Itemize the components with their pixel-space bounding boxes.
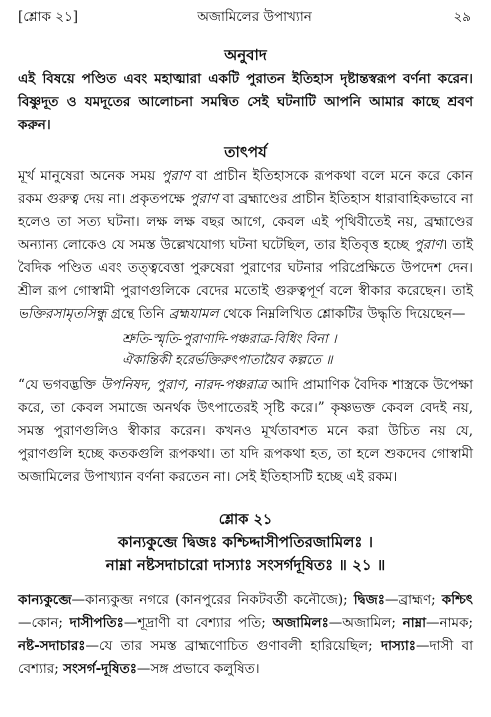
- word-meaning: —অজামিল;: [328, 615, 403, 631]
- purport-text: আদি প্রামাণিক বৈদিক শাস্ত্রকে উপেক্ষা করে, তা কেবল সমাজে অনর্থক উৎপাতেরই সৃষ্টি করে।” কৃষ্ণভক্ত কেবল বেদই নয়, সমস্ত পুরাণগুলিও স্বীকার করেন। কখনও মূর্খতাবশত মনে করা উচিত নয় যে, পুরাণগুলি হচ্ছে কতকগুলি রূপকথা। তা যদি রূপকথা হত, তা হলে শুকদেব গোস্বামী অজামিলের উপাখ্যান বর্ণনা করতেন না। সেই ইতিহাসটি হচ্ছে এই রকম।: [18, 377, 473, 485]
- purport-paragraph-1: [18, 165, 473, 326]
- word-meaning-item: [272, 615, 402, 631]
- purport-text: মূর্খ মানুষেরা অনেক সময়: [18, 168, 162, 184]
- quoted-verse: [18, 329, 473, 371]
- word-meaning-item: [354, 592, 442, 608]
- sanskrit-word: সংসর্গ-দূষিতঃ: [63, 661, 137, 677]
- sanskrit-word: দাসীপতিঃ: [69, 615, 124, 631]
- sanskrit-word: দাস্যাঃ: [380, 638, 416, 654]
- word-meaning-item: [403, 615, 473, 631]
- chapter-title: অজামিলের উপাখ্যান: [197, 9, 312, 25]
- purport-text: থেকে নিম্নলিখিত শ্লোকটির উদ্ধৃতি দিয়েছেন—: [218, 306, 466, 322]
- word-meaning: —ব্রাহ্মণ;: [384, 592, 442, 608]
- sanskrit-word: নষ্ট-সদাচারঃ: [18, 638, 86, 654]
- purport-emphasis: পুরাণ: [189, 191, 219, 207]
- purport-heading: তাৎপর্য: [224, 143, 267, 161]
- purport-emphasis: পুরাণ: [413, 237, 443, 253]
- book-page: [18, 6, 473, 711]
- word-meaning-item: [70, 615, 273, 631]
- sanskrit-word: নাম্না: [402, 615, 427, 631]
- translation-text: এই বিষয়ে পণ্ডিত এবং মহাত্মারা একটি পুরাতন ইতিহাস দৃষ্টান্তস্বরূপ বর্ণনা করেন। বিষ্ণুদূত ও যমদূতের আলোচনা সমন্বিত সেই ঘটনাটি আপনি আমার কাছে শ্রবণ করুন।: [18, 71, 473, 133]
- purport-emphasis: উপনিষদ, পুরাণ, নারদ-পঞ্চরাত্র: [100, 377, 267, 393]
- verse-line-1: কান্যকুব্জে দ্বিজঃ কশ্চিদ্দাসীপতিরজামিলঃ ।: [117, 533, 373, 551]
- page-number: ২৯: [453, 9, 471, 25]
- purport-emphasis: পুরাণ: [161, 168, 190, 184]
- word-meaning: —দাসী বা বেশ্যার;: [18, 638, 473, 677]
- sanskrit-word: কশ্চিৎ: [441, 592, 473, 608]
- word-meaning: —কান্যকুব্জ নগরে (কানপুরের নিকটবর্তী কনৌজে);: [71, 592, 354, 608]
- sanskrit-word: অজামিলঃ: [272, 615, 329, 631]
- translation-heading: অনুবাদ: [224, 46, 267, 64]
- word-meaning-item: [18, 638, 381, 654]
- purport-paragraph-2: [18, 374, 473, 489]
- purport-text: বা প্রাচীন ইতিহাসকে রূপকথা বলে মনে করে কোন রকম গুরুত্ব দেয় না। প্রকৃতপক্ষে: [18, 168, 473, 207]
- purport-emphasis: ভক্তিরসামৃতসিন্ধু: [18, 306, 107, 322]
- word-meaning: —যে তার সমস্ত ব্রাহ্মণোচিত গুণাবলী হারিয়েছিল;: [85, 638, 381, 654]
- purport-text: “যে ভগবদ্ভক্তি: [18, 377, 101, 393]
- purport-text: । তাই বৈদিক পণ্ডিত এবং তত্ত্ববেত্তা পুরুষেরা পুরাণের ঘটনার পরিপ্রেক্ষিতে উপদেশ দেন। শ্রীল রূপ গোস্বামী পুরাণগুলিকে বেদের মতোই গুরুত্বপূর্ণ বলে স্বীকার করেছেন। তাই: [18, 237, 474, 299]
- verse-reference: [শ্লোক ২১]: [18, 9, 79, 25]
- word-meaning-item: [63, 661, 260, 677]
- purport-emphasis: ব্রহ্মযামল: [168, 306, 219, 322]
- verse-line-2: নাম্না নষ্টসদাচারো দাস্যাঃ সংসর্গদূষিতঃ ॥ ২১ ॥: [105, 556, 386, 574]
- purport-text: গ্রন্থে তিনি: [106, 306, 169, 322]
- word-meaning-item: [18, 592, 354, 608]
- verse-number: শ্লোক ২১: [218, 511, 273, 528]
- word-meaning: —শূদ্রাণী বা বেশ্যার পতি;: [123, 615, 273, 631]
- sanskrit-word: দ্বিজঃ: [353, 592, 385, 608]
- quoted-verse-line-1: শ্রুতি-স্মৃতি-পুরাণাদি-পঞ্চরাত্র-বিধিং বিনা ।: [122, 332, 337, 347]
- word-meaning: —কোন;: [18, 615, 70, 631]
- word-meaning: —নামক;: [426, 615, 473, 631]
- sanskrit-word: কান্যকুব্জে: [18, 592, 72, 608]
- word-meanings: [18, 589, 473, 681]
- purport-text: বা ব্রহ্মাণ্ডের প্রাচীন ইতিহাস ধারাবাহিকভাবে না হলেও তা সত্য ঘটনা। লক্ষ লক্ষ বছর আগে, কেবল এই পৃথিবীতেই নয়, ব্রহ্মাণ্ডের অন্যান্য লোকেও যে সমস্ত উল্লেখযোগ্য ঘটনা ঘটেছিল, তার ইতিবৃত্ত হচ্ছে: [18, 191, 473, 253]
- word-meaning: —সঙ্গ প্রভাবে কলুষিত।: [136, 661, 260, 677]
- page-header: [18, 6, 473, 36]
- quoted-verse-line-2: ঐকান্তিকী হরের্ভক্তিরুৎপাতায়ৈব কল্পতে ॥: [122, 353, 333, 368]
